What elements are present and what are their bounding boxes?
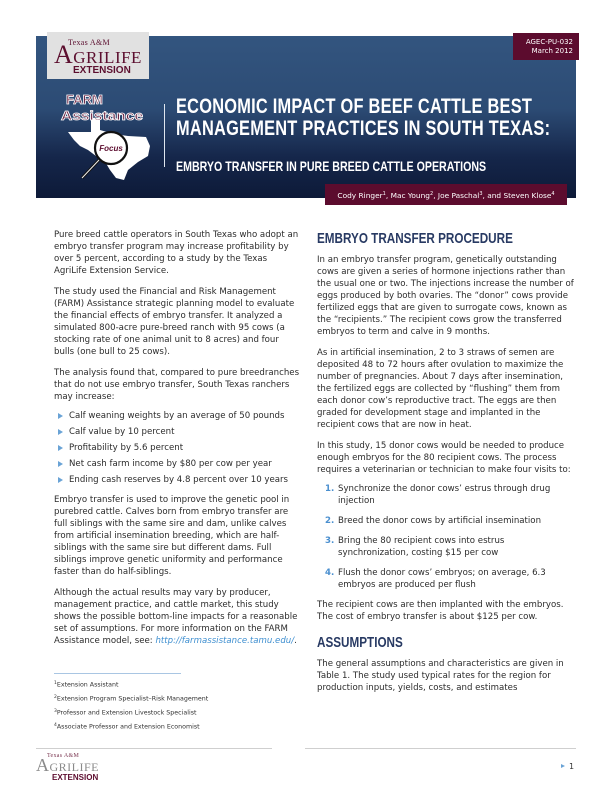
- embryo-transfer-paragraph: Embryo transfer is used to improve the genetic pool in purebred cattle. Calves born from embryo transfer are full siblings with the same sire and dam, unlike calves from artificial insemination breeding, which are half-siblings with the same sire but different dams. Full siblings improve genetic uniformity and performance faster than do half-siblings.: [54, 495, 290, 577]
- author-name: Cody Ringer: [337, 191, 383, 200]
- agrilife-logo: [47, 32, 149, 79]
- author-separator: ,: [385, 191, 391, 200]
- list-item: 4. Flush the donor cows’ embryos; on average, 6.3 embryos are produced per flush: [325, 568, 546, 590]
- author-footnote-mark: 1: [382, 191, 386, 197]
- footer-logo-agrilife: AGRILIFE: [36, 755, 99, 775]
- list-item: 2. Breed the donor cows by artificial insemination: [325, 516, 542, 526]
- footnote: $^3$Professor and Extension Livestock Specialist: [54, 709, 197, 717]
- assumptions-paragraph: The general assumptions and characteristics are given in Table 1. The study used typical rates for the region for production inputs, yields, costs, and estimates: [317, 659, 564, 693]
- bullet-triangle-icon: [58, 445, 63, 451]
- title-line-1: ECONOMIC IMPACT OF BEEF CATTLE BEST: [176, 95, 533, 118]
- bullet-triangle-icon: [58, 413, 63, 419]
- footer-divider-right: [305, 748, 576, 749]
- authors-bar: [325, 184, 567, 205]
- author-separator: , and: [482, 191, 504, 200]
- donor-paragraph: In this study, 15 donor cows would be needed to produce enough embryos for the 80 recipient cows. The process requires a veterinarian or technician to make four visits to:: [317, 441, 571, 475]
- author-footnote-mark: 2: [430, 191, 434, 197]
- logo-texas-am: Texas A&M: [68, 38, 110, 47]
- page-title: [176, 95, 551, 140]
- author-footnote-mark: 4: [551, 191, 555, 197]
- footnote: $^2$Extension Program Specialist–Risk Management: [54, 695, 209, 703]
- list-item: 1. Synchronize the donor cows’ estrus through drug injection: [325, 484, 551, 506]
- svg-text:Focus: Focus: [99, 144, 123, 153]
- footer-logo-extension: EXTENSION: [52, 773, 99, 782]
- list-item: Ending cash reserves by 4.8 percent over 10 years: [54, 474, 300, 486]
- bullet-triangle-icon: [58, 461, 63, 467]
- footer-agrilife-logo: [36, 753, 116, 785]
- list-item: Calf value by 10 percent: [54, 426, 300, 438]
- list-item: Profitability by 5.6 percent: [54, 442, 300, 454]
- publication-date: March 2012: [531, 47, 573, 55]
- publication-badge: [513, 33, 579, 60]
- section-heading-embryo-transfer: EMBRYO TRANSFER PROCEDURE: [317, 230, 513, 247]
- study-paragraph: The study used the Financial and Risk Management (FARM) Assistance strategic planning model to evaluate the financial effects of embryo transfer. It analyzed a simulated 800-acre pure-breed ranch with 95 cows (a stocking rate of one animal unit to 8 acres) and four bulls (one bull to 25 cows).: [54, 287, 295, 357]
- insemination-paragraph: As in artificial insemination, 2 to 3 straws of semen are deposited 48 to 72 hours after ovulation to maximize the number of pregnancies. About 7 days after insemination, the fertilized eggs are collected by “flushing” them from each donor cow’s reproductive tract. The eggs are then graded for development stage and implanted in the recipient cows that are now in heat.: [317, 348, 564, 430]
- page-number: 1: [561, 762, 574, 771]
- results-paragraph: Although the actual results may vary by producer, management practice, and cattle market, this study shows the possible bottom-line impacts for a reasonable set of assumptions. For more information on the FARM Assistance model, see: http://farmassistance.tamu.edu/.: [54, 588, 298, 646]
- implant-paragraph: The recipient cows are then implanted with the embryos. The cost of embryo transfer is about $125 per cow.: [317, 600, 564, 622]
- list-item: Net cash farm income by $80 per cow per year: [54, 458, 300, 470]
- footer-logo-texas-am: Texas A&M: [47, 753, 80, 759]
- list-item: Calf weaning weights by an average of 50 pounds: [54, 410, 300, 422]
- footnote-divider: [54, 673, 181, 674]
- footnote: $^4$Associate Professor and Extension Economist: [54, 723, 200, 731]
- bullet-triangle-icon: [58, 429, 63, 435]
- logo-agrilife: AGRILIFE: [54, 40, 142, 69]
- logo-extension: EXTENSION: [73, 65, 131, 76]
- bullet-triangle-icon: [58, 477, 63, 483]
- svg-text:FARM: FARM: [66, 92, 103, 107]
- farm-assistance-focus-logo: [58, 90, 158, 182]
- page-triangle-icon: [561, 764, 565, 768]
- author-name: Joe Paschal: [437, 191, 480, 200]
- footer-divider-left: [36, 748, 272, 749]
- publication-code: AGEC-PU-032: [525, 38, 573, 46]
- visits-list: [325, 483, 577, 591]
- list-item: 3. Bring the 80 recipient cows into estrus synchronization, costing $15 per cow: [325, 536, 505, 558]
- texas-magnifier-icon: [58, 90, 158, 182]
- author-separator: ,: [433, 191, 438, 200]
- author-footnote-mark: 3: [479, 191, 483, 197]
- page-subtitle: EMBRYO TRANSFER IN PURE BREED CATTLE OPERATIONS: [176, 158, 487, 174]
- title-line-2: MANAGEMENT PRACTICES IN SOUTH TEXAS:: [176, 117, 551, 140]
- svg-text:Assistance: Assistance: [61, 108, 143, 123]
- intro-paragraph: Pure breed cattle operators in South Texas who adopt an embryo transfer program may increase profitability by over 5 percent, according to a study by the Texas AgriLife Extension Service.: [54, 230, 299, 276]
- analysis-paragraph: The analysis found that, compared to pure breedranches that do not use embryo transfer, South Texas ranchers may increase:: [54, 368, 300, 402]
- findings-list: [54, 410, 300, 486]
- left-column: [54, 229, 300, 656]
- footnotes: [54, 678, 208, 734]
- author-name: Mac Young: [390, 191, 430, 200]
- section-heading-assumptions: ASSUMPTIONS: [317, 634, 403, 651]
- author-name: Steven Klose: [503, 191, 552, 200]
- footnote: $^1$Extension Assistant: [54, 681, 119, 689]
- header-divider: [164, 104, 165, 167]
- right-column: [317, 230, 577, 703]
- procedure-paragraph: In an embryo transfer program, genetically outstanding cows are given a series of hormone injections rather than the usual one or two. The injections increase the number of eggs produced by both ovaries. The “donor” cows provide fertilized eggs that are given to surrogate cows, known as the “recipients.” The recipient cows grow the transferred embryos to term and calve in 9 months.: [317, 255, 574, 337]
- farm-assistance-link[interactable]: http://farmassistance.tamu.edu/: [155, 636, 295, 646]
